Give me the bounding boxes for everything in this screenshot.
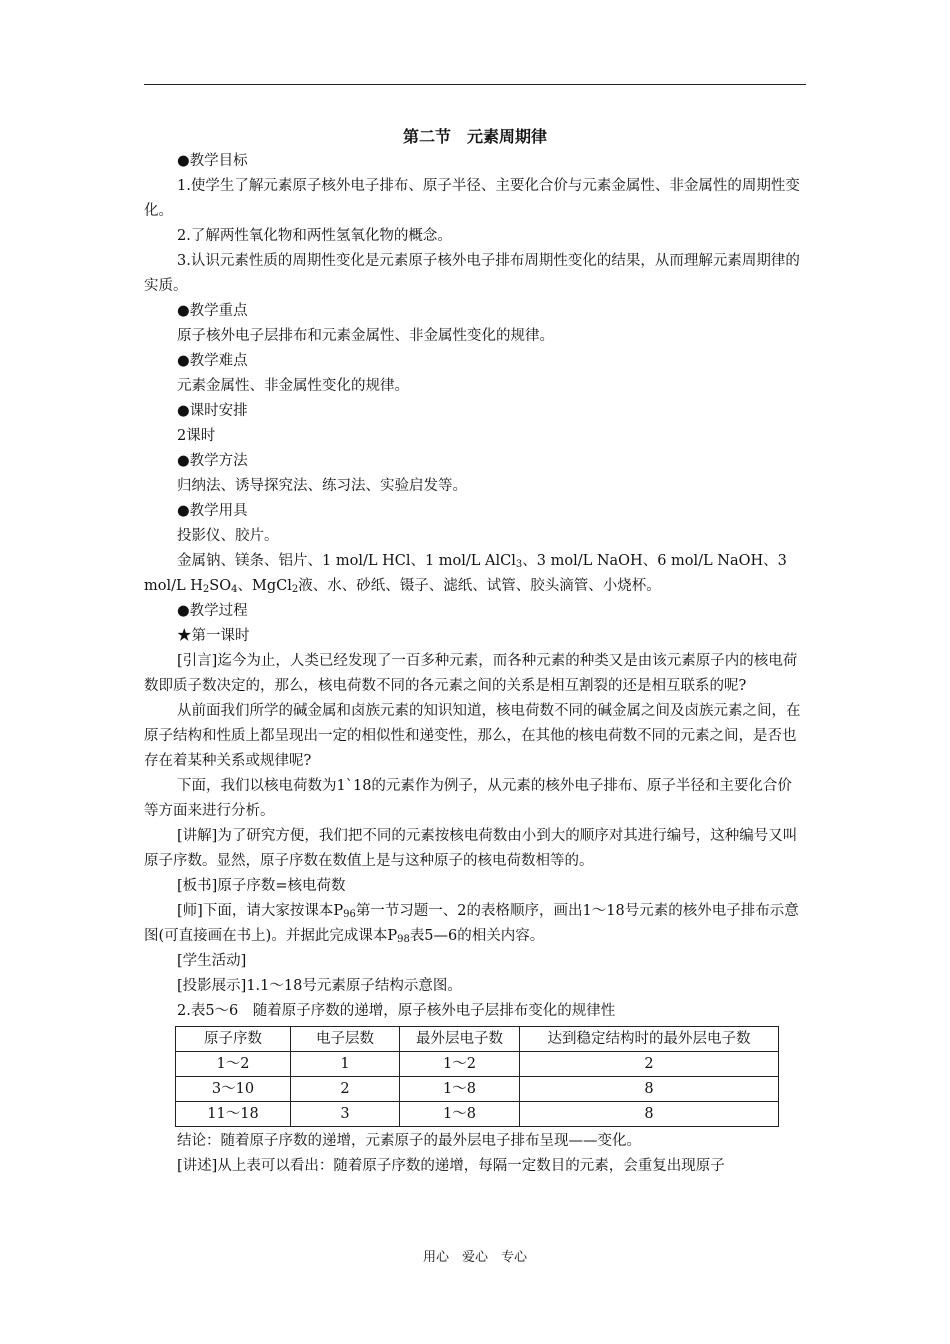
table-header-cell: 最外层电子数 <box>400 1027 520 1052</box>
narrate-paragraph: [讲述]从上表可以看出：随着原子序数的递增，每隔一定数目的元素，会重复出现原子 <box>177 1158 725 1174</box>
teacher-part-b: 第一节习题一、2的表格顺序，画出1～18号元素的核外电子排布示意图(可直接画在书上)。并据此完成课本P <box>144 903 799 944</box>
teacher-paragraph <box>144 899 806 949</box>
table-cell: 1 <box>291 1052 400 1077</box>
teacher-part-c: 表5—6的相关内容。 <box>409 928 545 944</box>
table-cell: 1～8 <box>400 1077 520 1102</box>
tools-subscript-1: 3 <box>515 559 523 570</box>
conclusion-paragraph: 结论：随着原子序数的递增，元素原子的最外层电子排布呈现——变化。 <box>177 1133 641 1149</box>
tools-text-2 <box>144 549 806 599</box>
table-cell: 2 <box>291 1077 400 1102</box>
focus-text: 原子核外电子层排布和元素金属性、非金属性变化的规律。 <box>177 328 554 344</box>
lesson-1-heading: ★第一课时 <box>177 628 250 644</box>
table-cell: 8 <box>520 1102 779 1127</box>
board-paragraph: [板书]原子序数=核电荷数 <box>177 878 346 894</box>
tools-subscript-3: 4 <box>231 584 238 595</box>
projection-paragraph: [投影展示]1.1～18号元素原子结构示意图。 <box>177 978 462 994</box>
table-cell: 1～2 <box>400 1052 520 1077</box>
table-row <box>176 1077 779 1102</box>
method-text: 归纳法、诱导探究法、练习法、实验启发等。 <box>177 478 467 494</box>
difficulty-text: 元素金属性、非金属性变化的规律。 <box>177 378 409 394</box>
table-cell: 8 <box>520 1077 779 1102</box>
table-caption: 2.表5～6 随着原子序数的递增，原子核外电子层排布变化的规律性 <box>177 1003 616 1019</box>
table-header-cell: 原子序数 <box>176 1027 291 1052</box>
schedule-text: 2课时 <box>177 428 216 444</box>
table-cell: 1～8 <box>400 1102 520 1127</box>
table-row <box>176 1052 779 1077</box>
paragraph-3: 下面，我们以核电荷数为1`18的元素作为例子，从元素的核外电子排布、原子半径和主要化合价等方面来进行分析。 <box>144 778 792 819</box>
teacher-subscript-1: 96 <box>343 909 356 920</box>
tools-part-a: 金属钠、镁条、铝片、1 mol/L HCl、1 mol/L AlCl <box>177 553 516 569</box>
paragraph-2: 从前面我们所学的碱金属和卤族元素的知识知道，核电荷数不同的碱金属之间及卤族元素之间，在原子结构和性质上都呈现出一定的相似性和递变性，那么，在其他的核电荷数不同的元素之间，是否也存在着某种关系或规律呢? <box>144 703 801 769</box>
difficulty-heading: ●教学难点 <box>177 353 248 369</box>
teacher-subscript-2: 98 <box>397 934 410 945</box>
process-heading: ●教学过程 <box>177 603 248 619</box>
table-row <box>176 1102 779 1127</box>
table-cell: 11～18 <box>176 1102 291 1127</box>
table-header-cell: 达到稳定结构时的最外层电子数 <box>520 1027 779 1052</box>
page-footer: 用心 爱心 专心 <box>422 1250 527 1265</box>
tools-part-e: 液、水、砂纸、镊子、滤纸、试管、胶头滴管、小烧杯。 <box>298 578 661 594</box>
goals-heading: ●教学目标 <box>177 153 248 169</box>
tools-subscript-4: 2 <box>291 584 299 595</box>
activity-paragraph: [学生活动] <box>177 953 247 969</box>
goal-2: 2.了解两性氧化物和两性氢氧化物的概念。 <box>177 228 452 244</box>
page-title: 第二节 元素周期律 <box>402 127 547 146</box>
goal-1: 1.使学生了解元素原子核外电子排布、原子半径、主要化合价与元素金属性、非金属性的周期性变化。 <box>144 178 800 219</box>
schedule-heading: ●课时安排 <box>177 403 248 419</box>
table-cell: 2 <box>520 1052 779 1077</box>
header-rule <box>144 84 806 85</box>
electron-layer-table <box>175 1026 779 1127</box>
document-body <box>144 124 806 1179</box>
table-header-cell: 电子层数 <box>291 1027 400 1052</box>
table-header-row <box>176 1027 779 1052</box>
table-cell: 3～10 <box>176 1077 291 1102</box>
tools-subscript-2: 2 <box>202 584 210 595</box>
tools-part-b: 、3 mol/L NaOH、6 mol/L NaOH、3 mol/L H <box>144 553 787 594</box>
tools-part-c: SO <box>209 578 232 594</box>
goal-3: 3.认识元素性质的周期性变化是元素原子核外电子排布周期性变化的结果，从而理解元素周期律的实质。 <box>144 253 800 294</box>
tools-part-d: 、MgCl <box>237 578 292 594</box>
table-cell: 3 <box>291 1102 400 1127</box>
intro-paragraph: [引言]迄今为止，人类已经发现了一百多种元素，而各种元素的种类又是由该元素原子内的核电荷数即质子数决定的，那么，核电荷数不同的各元素之间的关系是相互割裂的还是相互联系的呢? <box>144 653 798 694</box>
tools-heading: ●教学用具 <box>177 503 248 519</box>
method-heading: ●教学方法 <box>177 453 248 469</box>
table-cell: 1～2 <box>176 1052 291 1077</box>
tools-text-1: 投影仪、胶片。 <box>177 528 279 544</box>
focus-heading: ●教学重点 <box>177 303 248 319</box>
explain-paragraph: [讲解]为了研究方便，我们把不同的元素按核电荷数由小到大的顺序对其进行编号，这种编号又叫原子序数。显然，原子序数在数值上是与这种原子的核电荷数相等的。 <box>144 828 798 869</box>
teacher-part-a: [师]下面，请大家按课本P <box>177 903 344 919</box>
